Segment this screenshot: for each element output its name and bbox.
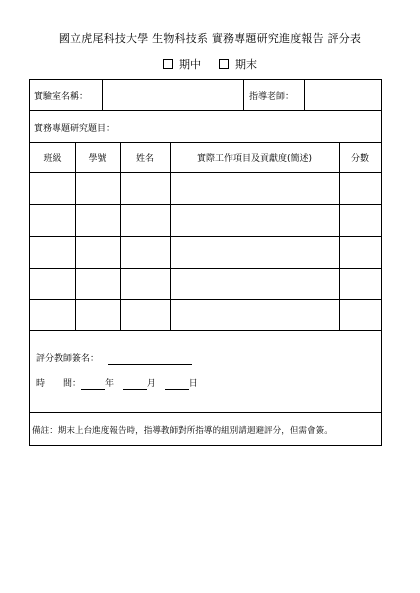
date-line: 時 間： 年 月 日 [36, 379, 198, 389]
note-text: 備註：期末上台進度報告時，指導教師對所指導的組別請迴避評分，但需會簽。 [32, 426, 333, 436]
lab-name-field[interactable] [103, 81, 242, 109]
option-final[interactable] [219, 56, 257, 72]
row-divider [30, 204, 381, 205]
col-divider [243, 80, 244, 110]
col-divider [339, 142, 340, 330]
signature-field[interactable] [108, 354, 192, 365]
year-field[interactable] [81, 379, 105, 390]
col-divider [120, 142, 121, 330]
row-divider [30, 412, 381, 413]
advisor-field[interactable] [305, 81, 380, 109]
col-divider [170, 142, 171, 330]
evaluation-form [29, 79, 382, 446]
final-checkbox[interactable] [219, 59, 229, 69]
row-divider [30, 110, 381, 111]
col-header-student-id: 學號 [88, 154, 107, 164]
row-divider [30, 236, 381, 237]
row-divider [30, 268, 381, 269]
advisor-label: 指導老師： [249, 92, 295, 102]
col-divider [75, 142, 76, 330]
midterm-label: 期中 [179, 58, 201, 71]
lab-name-label: 實驗室名稱： [34, 92, 89, 102]
form-title: 國立虎尾科技大學 生物科技系 實務專題研究進度報告 評分表 [58, 32, 362, 45]
row-divider [30, 330, 381, 331]
topic-label: 實務專題研究題目： [34, 124, 116, 134]
midterm-checkbox[interactable] [163, 59, 173, 69]
col-header-contribution: 實際工作項目及貢獻度(簡述) [196, 154, 313, 164]
day-field[interactable] [165, 379, 189, 390]
row-divider [30, 142, 381, 143]
row-divider [30, 172, 381, 173]
col-header-name: 姓名 [135, 154, 154, 164]
final-label: 期末 [235, 58, 257, 71]
month-field[interactable] [123, 379, 147, 390]
col-header-score: 分數 [350, 154, 369, 164]
period-options [0, 56, 420, 72]
option-midterm[interactable] [163, 56, 201, 72]
signature-label: 評分教師簽名： [36, 351, 192, 365]
row-divider [30, 299, 381, 300]
col-header-class: 班級 [43, 154, 62, 164]
